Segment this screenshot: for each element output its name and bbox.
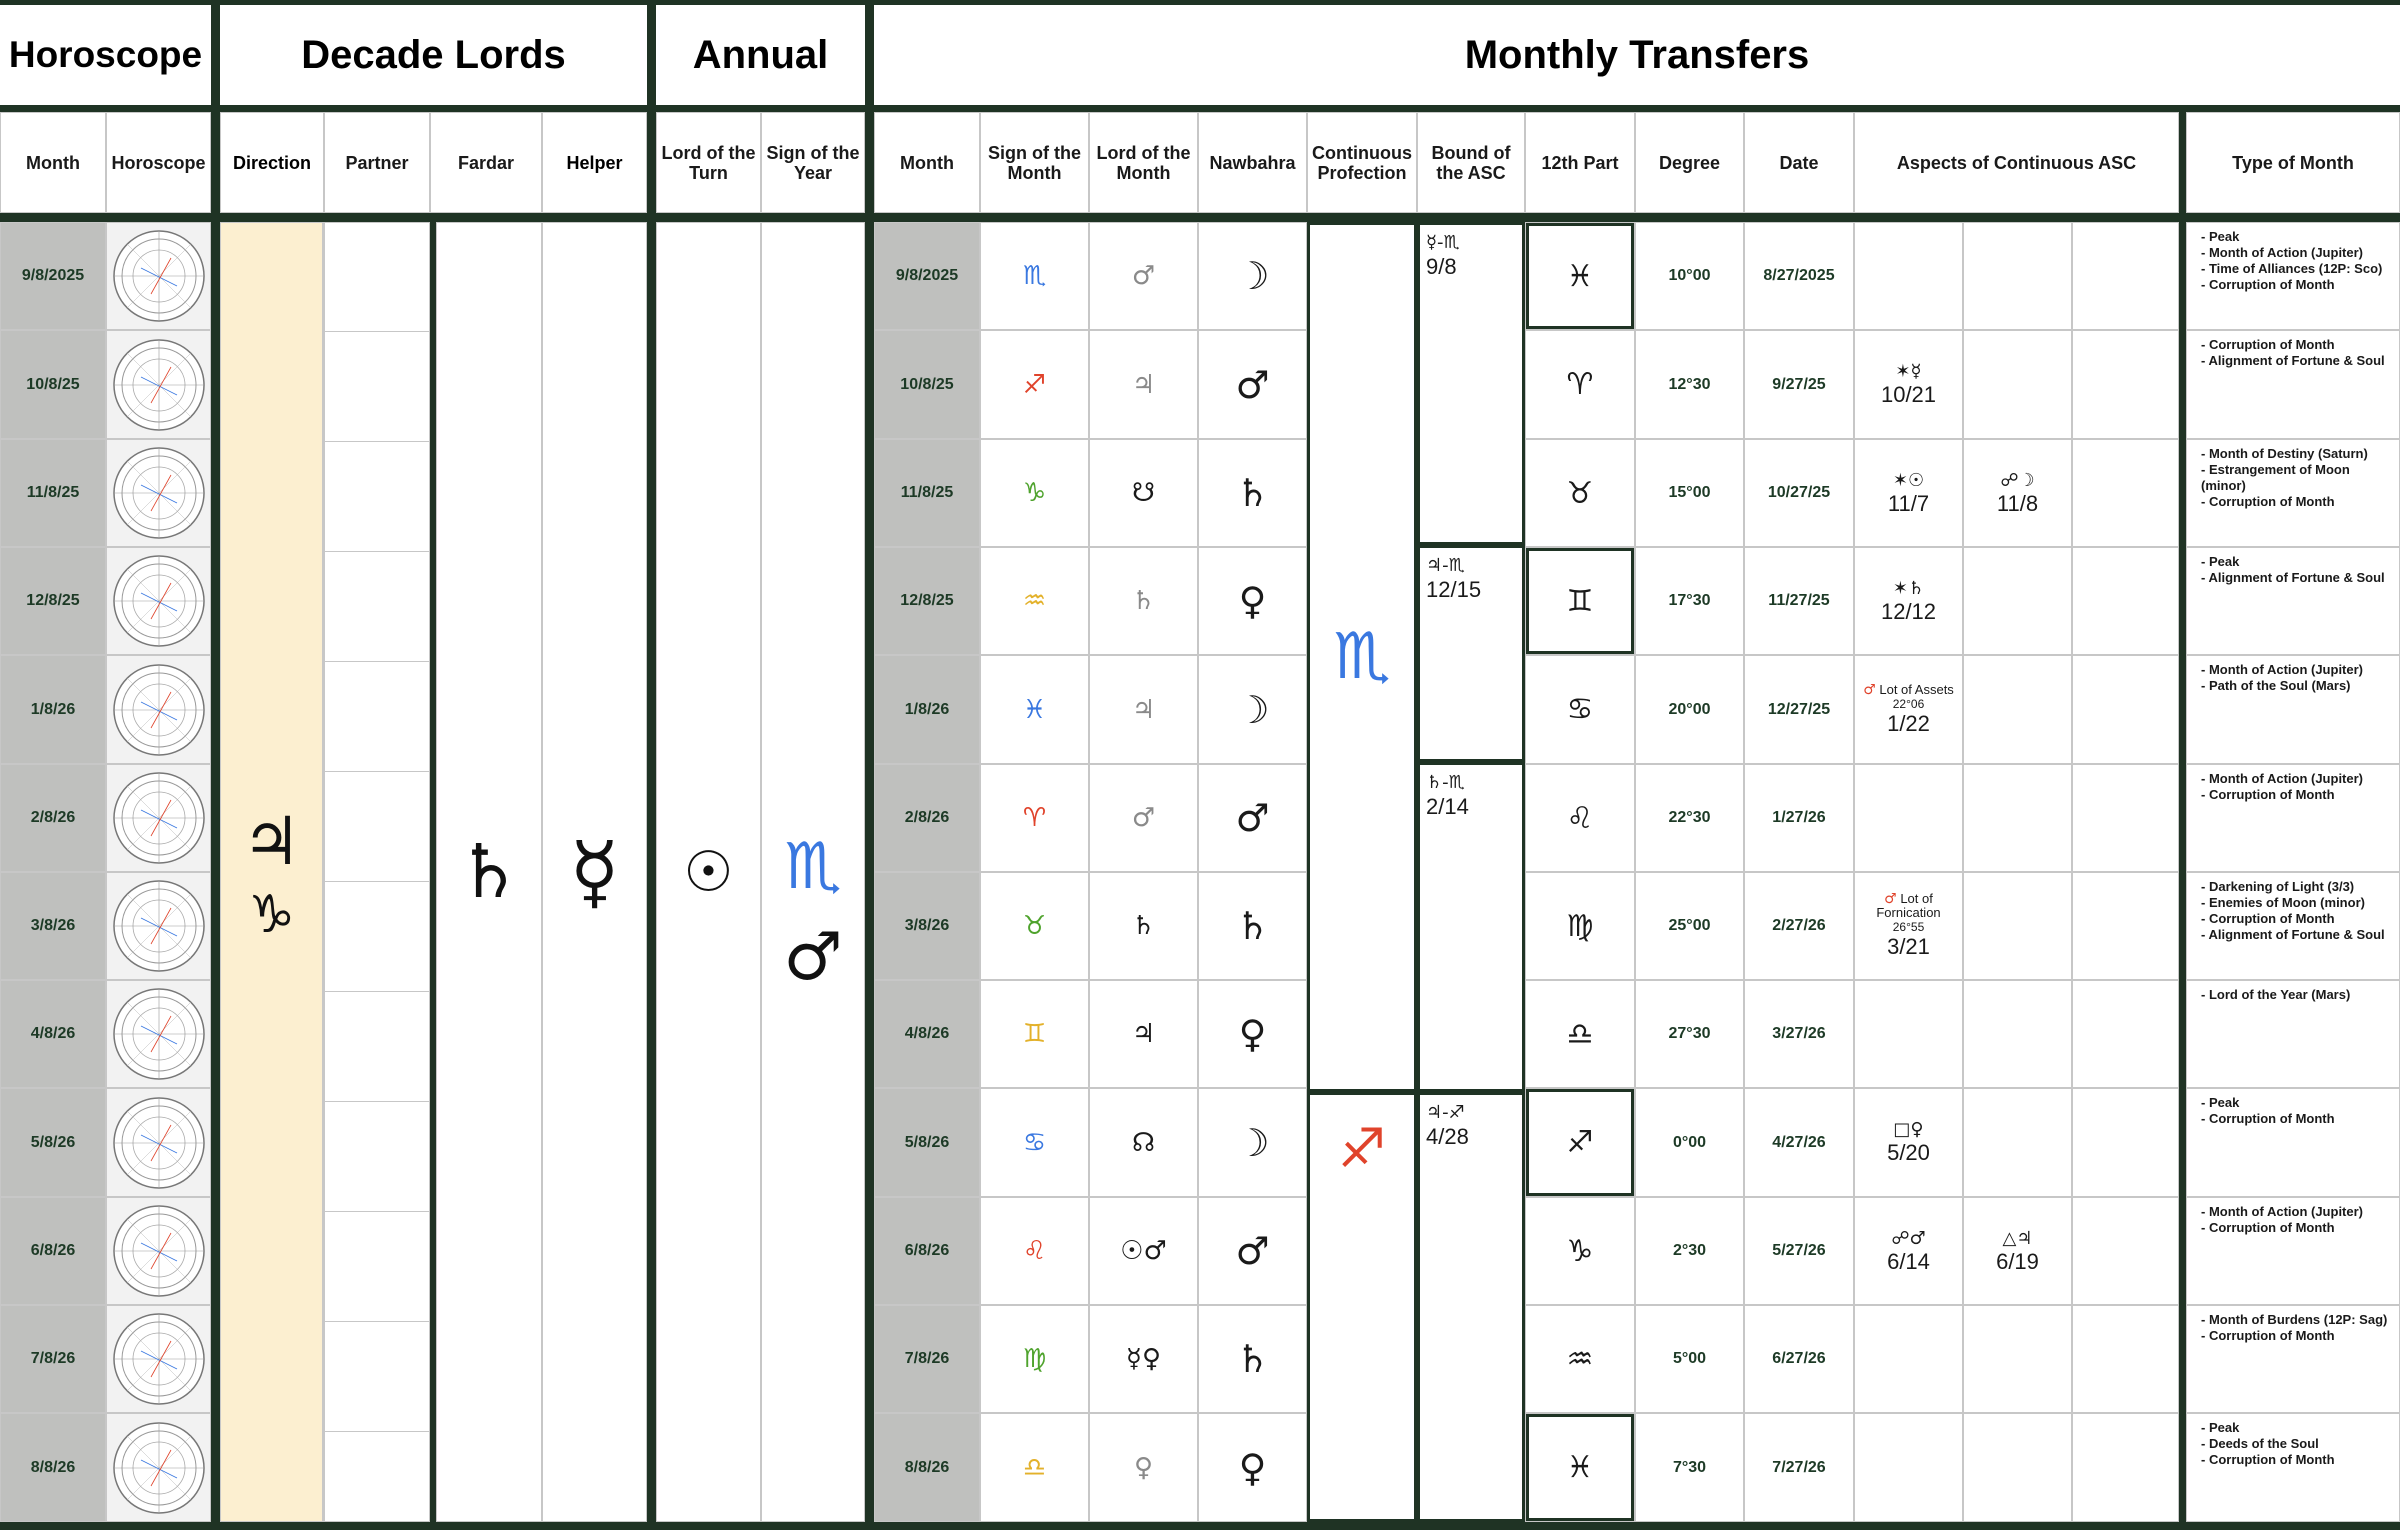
section-decade-lords: Decade Lords bbox=[220, 5, 647, 105]
aspect-cell bbox=[1963, 980, 2072, 1088]
horoscope-wheel-icon bbox=[111, 1311, 207, 1407]
aspect-date: 11/8 bbox=[1996, 490, 2039, 516]
type-of-month-item: - Month of Action (Jupiter) bbox=[2201, 771, 2395, 787]
sign-of-month-icon: ♉ bbox=[980, 872, 1089, 980]
month-cell: 3/8/26 bbox=[0, 872, 106, 980]
mars-icon: ♂ bbox=[1884, 891, 1897, 907]
lord-of-month-icon: ♄ bbox=[1089, 872, 1198, 980]
bound-glyphs: ☿-♏ bbox=[1426, 232, 1460, 253]
bound-glyphs: ♄-♏ bbox=[1426, 772, 1465, 793]
degree-cell: 22°30 bbox=[1635, 764, 1744, 872]
horoscope-chart-thumbnail[interactable] bbox=[106, 655, 211, 764]
header-twelfth-part: 12th Part bbox=[1525, 112, 1635, 213]
section-monthly-transfers: Monthly Transfers bbox=[874, 5, 2400, 105]
partner-column bbox=[324, 222, 430, 1522]
type-of-month-item: - Darkening of Light (3/3) bbox=[2201, 879, 2395, 895]
header-month: Month bbox=[0, 112, 106, 213]
transfer-month-cell: 7/8/26 bbox=[874, 1305, 980, 1413]
nawbahra-icon: ♂ bbox=[1198, 764, 1307, 872]
aspect-cell bbox=[1854, 872, 1963, 980]
scorpio-icon: ♏ bbox=[1333, 620, 1391, 694]
horoscope-chart-thumbnail[interactable] bbox=[106, 330, 211, 439]
sign-of-month-icon: ♏ bbox=[980, 222, 1089, 330]
month-cell: 10/8/25 bbox=[0, 330, 106, 439]
horoscope-wheel-icon bbox=[111, 662, 207, 758]
helper-column bbox=[542, 222, 647, 1522]
type-of-month-item: - Month of Destiny (Saturn) bbox=[2201, 446, 2395, 462]
degree-cell: 27°30 bbox=[1635, 980, 1744, 1088]
aspect-cell bbox=[1963, 764, 2072, 872]
aspect-cell bbox=[1963, 1088, 2072, 1197]
bound-date: 4/28 bbox=[1426, 1124, 1469, 1149]
header-month-transfers: Month bbox=[874, 112, 980, 213]
scorpio-icon: ♏ bbox=[784, 830, 842, 904]
degree-cell: 2°30 bbox=[1635, 1197, 1744, 1305]
aspect-cell bbox=[1963, 1305, 2072, 1413]
horoscope-chart-thumbnail[interactable] bbox=[106, 547, 211, 655]
type-of-month-cell bbox=[2186, 872, 2400, 980]
aspect-cell bbox=[1854, 764, 1963, 872]
type-of-month-item: - Alignment of Fortune & Soul bbox=[2201, 353, 2395, 369]
bound-glyphs: ♃-♏ bbox=[1426, 555, 1465, 576]
degree-cell: 20°00 bbox=[1635, 655, 1744, 764]
header-lord-of-turn: Lord of the Turn bbox=[656, 112, 761, 213]
date-cell: 11/27/25 bbox=[1744, 547, 1854, 655]
horoscope-chart-thumbnail[interactable] bbox=[106, 764, 211, 872]
mercury-icon: ☿ bbox=[569, 824, 620, 920]
type-of-month-item: - Corruption of Month bbox=[2201, 1452, 2395, 1468]
date-cell: 3/27/26 bbox=[1744, 980, 1854, 1088]
lord-of-month-icon: ☉♂ bbox=[1089, 1197, 1198, 1305]
aspect-date: 5/20 bbox=[1887, 1140, 1930, 1165]
nawbahra-icon: ♂ bbox=[1198, 1197, 1307, 1305]
nawbahra-icon: ♀ bbox=[1198, 1413, 1307, 1522]
type-of-month-item: - Month of Burdens (12P: Sag) bbox=[2201, 1312, 2395, 1328]
section-horoscope: Horoscope bbox=[0, 5, 211, 105]
header-sign-of-year: Sign of the Year bbox=[761, 112, 865, 213]
twelfth-part-icon: ♓ bbox=[1525, 1413, 1635, 1522]
aspect-cell bbox=[1854, 1088, 1963, 1197]
twelfth-part-icon: ♉ bbox=[1525, 439, 1635, 547]
aspect-cell bbox=[1963, 330, 2072, 439]
type-of-month-item: - Peak bbox=[2201, 1095, 2395, 1111]
bound-date: 9/8 bbox=[1426, 254, 1457, 279]
type-of-month-item: - Corruption of Month bbox=[2201, 1220, 2395, 1236]
type-of-month-cell bbox=[2186, 980, 2400, 1088]
nawbahra-icon: ☽ bbox=[1198, 222, 1307, 330]
transfer-month-cell: 10/8/25 bbox=[874, 330, 980, 439]
nawbahra-icon: ♀ bbox=[1198, 547, 1307, 655]
nawbahra-icon: ♄ bbox=[1198, 1305, 1307, 1413]
aspect-cell bbox=[1963, 655, 2072, 764]
date-cell: 8/27/2025 bbox=[1744, 222, 1854, 330]
aspect-glyph: ✶☉ bbox=[1892, 469, 1925, 491]
degree-cell: 0°00 bbox=[1635, 1088, 1744, 1197]
aspect-glyph: △♃ bbox=[2002, 1227, 2033, 1249]
degree-cell: 25°00 bbox=[1635, 872, 1744, 980]
transfer-month-cell: 8/8/26 bbox=[874, 1413, 980, 1522]
date-cell: 7/27/26 bbox=[1744, 1413, 1854, 1522]
header-type-of-month: Type of Month bbox=[2186, 112, 2400, 213]
aspect-cell bbox=[2072, 980, 2179, 1088]
lord-of-month-icon: ♃ bbox=[1089, 980, 1198, 1088]
bound-glyphs: ♃-♐ bbox=[1426, 1102, 1465, 1123]
aspect-cell bbox=[2072, 547, 2179, 655]
aspect-cell bbox=[1854, 222, 1963, 330]
saturn-icon: ♄ bbox=[455, 829, 523, 915]
aspect-lot-label: ♂ Lot of Assets 22°06 bbox=[1863, 681, 1954, 711]
degree-cell: 10°00 bbox=[1635, 222, 1744, 330]
twelfth-part-icon: ♊ bbox=[1525, 547, 1635, 655]
aspect-cell bbox=[1963, 872, 2072, 980]
transfer-month-cell: 2/8/26 bbox=[874, 764, 980, 872]
type-of-month-item: - Deeds of the Soul bbox=[2201, 1436, 2395, 1452]
aspect-cell bbox=[1963, 1413, 2072, 1522]
horoscope-wheel-icon bbox=[111, 445, 207, 541]
bound-jupiter-scorpio bbox=[1417, 545, 1525, 762]
aspect-date: 6/14 bbox=[1887, 1248, 1930, 1274]
type-of-month-item: - Corruption of Month bbox=[2201, 1328, 2395, 1344]
continuous-profection-scorpio bbox=[1307, 222, 1417, 1092]
type-of-month-item: - Corruption of Month bbox=[2201, 277, 2395, 293]
date-cell: 4/27/26 bbox=[1744, 1088, 1854, 1197]
type-of-month-item: - Peak bbox=[2201, 1420, 2395, 1436]
section-annual: Annual bbox=[656, 5, 865, 105]
aspect-glyph: ☍☽ bbox=[2000, 469, 2035, 491]
header-direction: Direction bbox=[220, 112, 324, 213]
type-of-month-item: - Peak bbox=[2201, 554, 2395, 570]
month-cell: 1/8/26 bbox=[0, 655, 106, 764]
type-of-month-item: - Month of Action (Jupiter) bbox=[2201, 1204, 2395, 1220]
type-of-month-item: - Alignment of Fortune & Soul bbox=[2201, 927, 2395, 943]
twelfth-part-icon: ♒ bbox=[1525, 1305, 1635, 1413]
aspect-cell bbox=[1854, 547, 1963, 655]
transfer-month-cell: 6/8/26 bbox=[874, 1197, 980, 1305]
type-of-month-item: - Enemies of Moon (minor) bbox=[2201, 895, 2395, 911]
horoscope-chart-thumbnail[interactable] bbox=[106, 980, 211, 1088]
sign-of-month-icon: ♋ bbox=[980, 1088, 1089, 1197]
direction-column bbox=[220, 222, 324, 1522]
type-of-month-item: - Corruption of Month bbox=[2201, 911, 2395, 927]
header-aspects: Aspects of Continuous ASC bbox=[1854, 112, 2179, 213]
aspect-cell bbox=[1963, 439, 2072, 547]
horoscope-chart-thumbnail[interactable] bbox=[106, 1305, 211, 1413]
sign-of-month-icon: ♊ bbox=[980, 980, 1089, 1088]
header-nawbahra: Nawbahra bbox=[1198, 112, 1307, 213]
horoscope-wheel-icon bbox=[111, 1095, 207, 1191]
aspect-date: 1/22 bbox=[1887, 710, 1930, 736]
twelfth-part-icon: ♐ bbox=[1525, 1088, 1635, 1197]
sign-of-month-icon: ♑ bbox=[980, 439, 1089, 547]
transfer-month-cell: 9/8/2025 bbox=[874, 222, 980, 330]
type-of-month-item: - Estrangement of Moon (minor) bbox=[2201, 462, 2395, 494]
horoscope-chart-thumbnail[interactable] bbox=[106, 1413, 211, 1522]
aspect-date: 11/7 bbox=[1887, 490, 1930, 516]
date-cell: 10/27/25 bbox=[1744, 439, 1854, 547]
aspect-cell bbox=[2072, 330, 2179, 439]
fardar-column bbox=[436, 222, 542, 1522]
sign-of-month-icon: ♐ bbox=[980, 330, 1089, 439]
type-of-month-cell bbox=[2186, 1197, 2400, 1305]
aspect-cell bbox=[1963, 1197, 2072, 1305]
header-fardar: Fardar bbox=[430, 112, 542, 213]
lord-of-month-icon: ♀ bbox=[1089, 1413, 1198, 1522]
lord-of-month-icon: ☿♀ bbox=[1089, 1305, 1198, 1413]
aspect-date: 6/19 bbox=[1996, 1248, 2039, 1274]
date-cell: 1/27/26 bbox=[1744, 764, 1854, 872]
type-of-month-item: - Time of Alliances (12P: Sco) bbox=[2201, 261, 2395, 277]
month-cell: 7/8/26 bbox=[0, 1305, 106, 1413]
month-cell: 11/8/25 bbox=[0, 439, 106, 547]
transfer-month-cell: 5/8/26 bbox=[874, 1088, 980, 1197]
horoscope-wheel-icon bbox=[111, 553, 207, 649]
sign-of-month-icon: ♈ bbox=[980, 764, 1089, 872]
type-of-month-item: - Corruption of Month bbox=[2201, 787, 2395, 803]
jupiter-icon: ♃ bbox=[241, 803, 302, 880]
type-of-month-item: - Corruption of Month bbox=[2201, 337, 2395, 353]
sign-of-month-icon: ♌ bbox=[980, 1197, 1089, 1305]
lord-of-month-icon: ♂ bbox=[1089, 222, 1198, 330]
horoscope-chart-thumbnail[interactable] bbox=[106, 872, 211, 980]
transfer-month-cell: 3/8/26 bbox=[874, 872, 980, 980]
type-of-month-cell bbox=[2186, 439, 2400, 547]
nawbahra-icon: ♄ bbox=[1198, 872, 1307, 980]
type-of-month-cell bbox=[2186, 655, 2400, 764]
continuous-profection-sagittarius bbox=[1307, 1092, 1417, 1522]
nawbahra-icon: ☽ bbox=[1198, 1088, 1307, 1197]
header-helper: Helper bbox=[542, 112, 647, 213]
horoscope-chart-thumbnail[interactable] bbox=[106, 1197, 211, 1305]
twelfth-part-icon: ♑ bbox=[1525, 1197, 1635, 1305]
date-cell: 5/27/26 bbox=[1744, 1197, 1854, 1305]
lord-of-month-icon: ☊ bbox=[1089, 1088, 1198, 1197]
aspect-date: 12/12 bbox=[1880, 598, 1937, 624]
transfer-month-cell: 11/8/25 bbox=[874, 439, 980, 547]
nawbahra-icon: ♀ bbox=[1198, 980, 1307, 1088]
date-cell: 12/27/25 bbox=[1744, 655, 1854, 764]
sign-of-month-icon: ♒ bbox=[980, 547, 1089, 655]
header-bound-of-asc: Bound of the ASC bbox=[1417, 112, 1525, 213]
type-of-month-item: - Lord of the Year (Mars) bbox=[2201, 987, 2395, 1003]
aspect-cell bbox=[2072, 1413, 2179, 1522]
type-of-month-item: - Month of Action (Jupiter) bbox=[2201, 662, 2395, 678]
transfer-month-cell: 4/8/26 bbox=[874, 980, 980, 1088]
sun-icon: ☉ bbox=[683, 839, 734, 905]
month-cell: 2/8/26 bbox=[0, 764, 106, 872]
horoscope-wheel-icon bbox=[111, 228, 207, 324]
aspect-glyph: ☍♂ bbox=[1891, 1227, 1926, 1249]
bound-date: 12/15 bbox=[1426, 577, 1482, 602]
degree-cell: 15°00 bbox=[1635, 439, 1744, 547]
header-partner: Partner bbox=[324, 112, 430, 213]
aspect-cell bbox=[2072, 1305, 2179, 1413]
aspect-glyph: ✶♄ bbox=[1892, 577, 1925, 599]
month-cell: 5/8/26 bbox=[0, 1088, 106, 1197]
degree-cell: 7°30 bbox=[1635, 1413, 1744, 1522]
bound-date: 2/14 bbox=[1426, 794, 1469, 819]
degree-cell: 5°00 bbox=[1635, 1305, 1744, 1413]
aspect-cell bbox=[1854, 439, 1963, 547]
sign-of-month-icon: ♎ bbox=[980, 1413, 1089, 1522]
aspect-cell bbox=[2072, 1088, 2179, 1197]
sign-of-month-icon: ♓ bbox=[980, 655, 1089, 764]
type-of-month-item: - Path of the Soul (Mars) bbox=[2201, 678, 2395, 694]
lord-of-month-icon: ♃ bbox=[1089, 330, 1198, 439]
sign-of-year-column bbox=[761, 222, 865, 1522]
header-continuous-profection: Continuous Profection bbox=[1307, 112, 1417, 213]
type-of-month-cell bbox=[2186, 547, 2400, 655]
aspect-cell bbox=[1963, 547, 2072, 655]
aspect-cell bbox=[2072, 655, 2179, 764]
header-degree: Degree bbox=[1635, 112, 1744, 213]
type-of-month-item: - Corruption of Month bbox=[2201, 1111, 2395, 1127]
month-cell: 12/8/25 bbox=[0, 547, 106, 655]
horoscope-wheel-icon bbox=[111, 770, 207, 866]
bound-jupiter-sagittarius bbox=[1417, 1092, 1525, 1522]
aspect-cell bbox=[1963, 222, 2072, 330]
lord-of-month-icon: ♃ bbox=[1089, 655, 1198, 764]
type-of-month-cell bbox=[2186, 1413, 2400, 1522]
nawbahra-icon: ♄ bbox=[1198, 439, 1307, 547]
aspect-lot-label: ♂ Lot of Fornication 26°55 bbox=[1876, 891, 1941, 934]
bound-saturn-scorpio bbox=[1417, 762, 1525, 1092]
type-of-month-cell bbox=[2186, 222, 2400, 330]
header-sign-of-month: Sign of the Month bbox=[980, 112, 1089, 213]
header-date: Date bbox=[1744, 112, 1854, 213]
twelfth-part-icon: ♈ bbox=[1525, 330, 1635, 439]
horoscope-wheel-icon bbox=[111, 1203, 207, 1299]
horoscope-chart-thumbnail[interactable] bbox=[106, 1088, 211, 1197]
type-of-month-cell bbox=[2186, 1305, 2400, 1413]
aspect-cell bbox=[2072, 222, 2179, 330]
twelfth-part-icon: ♓ bbox=[1525, 222, 1635, 330]
type-of-month-item: - Alignment of Fortune & Soul bbox=[2201, 570, 2395, 586]
nawbahra-icon: ♂ bbox=[1198, 330, 1307, 439]
degree-cell: 17°30 bbox=[1635, 547, 1744, 655]
type-of-month-item: - Corruption of Month bbox=[2201, 494, 2395, 510]
capricorn-icon: ♑ bbox=[248, 885, 295, 945]
transfer-month-cell: 1/8/26 bbox=[874, 655, 980, 764]
type-of-month-item: - Peak bbox=[2201, 229, 2395, 245]
date-cell: 2/27/26 bbox=[1744, 872, 1854, 980]
horoscope-wheel-icon bbox=[111, 337, 207, 433]
type-of-month-cell bbox=[2186, 764, 2400, 872]
aspect-cell bbox=[2072, 872, 2179, 980]
horoscope-chart-thumbnail[interactable] bbox=[106, 222, 211, 330]
type-of-month-cell bbox=[2186, 1088, 2400, 1197]
horoscope-wheel-icon bbox=[111, 986, 207, 1082]
aspect-cell bbox=[2072, 764, 2179, 872]
header-lord-of-month: Lord of the Month bbox=[1089, 112, 1198, 213]
sagittarius-icon: ♐ bbox=[1337, 1117, 1387, 1180]
aspect-cell bbox=[2072, 1197, 2179, 1305]
month-cell: 9/8/2025 bbox=[0, 222, 106, 330]
type-of-month-cell bbox=[2186, 330, 2400, 439]
bound-mercury-scorpio bbox=[1417, 222, 1525, 545]
month-cell: 6/8/26 bbox=[0, 1197, 106, 1305]
twelfth-part-icon: ♌ bbox=[1525, 764, 1635, 872]
aspect-date: 3/21 bbox=[1887, 934, 1930, 959]
mars-icon: ♂ bbox=[1863, 681, 1876, 698]
aspect-glyph: □♀ bbox=[1893, 1119, 1924, 1140]
degree-cell: 12°30 bbox=[1635, 330, 1744, 439]
aspect-cell bbox=[1854, 655, 1963, 764]
aspect-cell bbox=[2072, 439, 2179, 547]
lord-of-month-icon: ♂ bbox=[1089, 764, 1198, 872]
aspect-cell bbox=[1854, 330, 1963, 439]
twelfth-part-icon: ♋ bbox=[1525, 655, 1635, 764]
aspect-cell bbox=[1854, 1305, 1963, 1413]
sign-of-month-icon: ♍ bbox=[980, 1305, 1089, 1413]
transfer-month-cell: 12/8/25 bbox=[874, 547, 980, 655]
aspect-glyph: ✶☿ bbox=[1895, 361, 1922, 382]
type-of-month-item: - Month of Action (Jupiter) bbox=[2201, 245, 2395, 261]
aspect-date: 10/21 bbox=[1880, 382, 1937, 407]
aspect-cell bbox=[1854, 1413, 1963, 1522]
horoscope-wheel-icon bbox=[111, 878, 207, 974]
lord-of-month-icon: ♄ bbox=[1089, 547, 1198, 655]
date-cell: 9/27/25 bbox=[1744, 330, 1854, 439]
horoscope-wheel-icon bbox=[111, 1420, 207, 1516]
lord-of-turn-column bbox=[656, 222, 761, 1522]
aspect-cell bbox=[1854, 980, 1963, 1088]
horoscope-chart-thumbnail[interactable] bbox=[106, 439, 211, 547]
nawbahra-icon: ☽ bbox=[1198, 655, 1307, 764]
month-cell: 4/8/26 bbox=[0, 980, 106, 1088]
twelfth-part-icon: ♎ bbox=[1525, 980, 1635, 1088]
aspect-cell bbox=[1854, 1197, 1963, 1305]
twelfth-part-icon: ♍ bbox=[1525, 872, 1635, 980]
lord-of-month-icon: ☋ bbox=[1089, 439, 1198, 547]
header-horoscope: Horoscope bbox=[106, 112, 211, 213]
mars-icon: ♂ bbox=[783, 918, 843, 995]
month-cell: 8/8/26 bbox=[0, 1413, 106, 1522]
date-cell: 6/27/26 bbox=[1744, 1305, 1854, 1413]
